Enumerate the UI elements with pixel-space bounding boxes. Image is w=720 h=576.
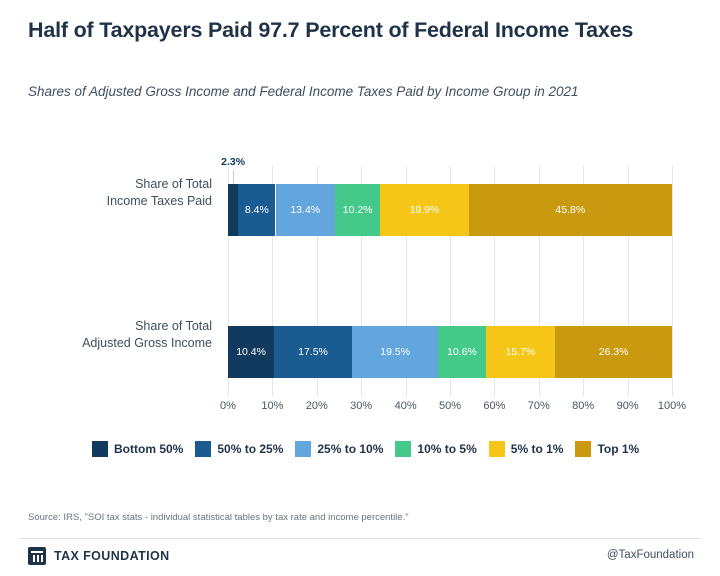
bar-segment-label: 17.5% — [298, 346, 328, 358]
bar-segment-label: 10.6% — [447, 346, 477, 358]
legend-item[interactable] — [395, 441, 476, 457]
bar-segment — [238, 184, 275, 236]
callout-leader-line — [233, 170, 234, 184]
stacked-bar-income-taxes-paid — [228, 184, 672, 236]
plot-region — [220, 156, 687, 418]
x-axis-tick-label: 60% — [483, 400, 506, 412]
bar-segment-label: 19.9% — [409, 204, 440, 216]
bar-segment-label: 15.7% — [505, 346, 536, 358]
source-note: Source: IRS, "SOI tax stats - individual statistical tables by tax rate and income percentile." — [28, 512, 409, 523]
legend-item[interactable] — [92, 441, 183, 457]
legend-label: Top 1% — [597, 442, 640, 456]
legend-item[interactable] — [575, 441, 639, 457]
callout-bottom50-taxes: 2.3% — [221, 156, 246, 168]
bar-segment — [438, 326, 485, 378]
x-axis-tick-label: 20% — [305, 400, 328, 412]
gridline — [672, 166, 673, 396]
bar-segment — [469, 184, 672, 236]
x-axis-tick-label: 50% — [438, 400, 462, 412]
x-axis-tick-label: 30% — [350, 400, 373, 412]
row-label-income-taxes-paid — [42, 176, 212, 210]
legend-swatch-icon — [395, 441, 411, 457]
x-axis-tick-label: 90% — [616, 400, 639, 412]
bar-segment — [335, 184, 380, 236]
brand — [28, 547, 170, 565]
tax-foundation-logo-icon — [28, 547, 46, 565]
legend-swatch-icon — [195, 441, 211, 457]
footer — [0, 539, 720, 576]
bar-segment — [486, 326, 556, 378]
bar-segment-label: 10.4% — [236, 346, 266, 358]
stacked-bar-adjusted-gross-income — [228, 326, 672, 378]
x-axis-tick-label: 70% — [527, 400, 550, 412]
legend-swatch-icon — [295, 441, 311, 457]
legend-label: 50% to 25% — [217, 442, 284, 456]
page-title: Half of Taxpayers Paid 97.7 Percent of Federal Income Taxes — [28, 18, 634, 42]
bar-segment — [228, 184, 238, 236]
legend-swatch-icon — [489, 441, 505, 457]
bar-segment-label: 45.8% — [555, 204, 586, 216]
legend-label: 25% to 10% — [317, 442, 384, 456]
bar-segment-label: 26.3% — [598, 346, 629, 358]
social-handle: @TaxFoundation — [606, 549, 694, 561]
bar-segment-label: 19.5% — [380, 346, 411, 358]
legend-item[interactable] — [295, 441, 383, 457]
x-axis-tick-label: 80% — [572, 400, 595, 412]
row-label-line2: Income Taxes Paid — [106, 193, 212, 208]
x-axis-tick-label: 40% — [394, 400, 417, 412]
legend-label: Bottom 50% — [114, 442, 184, 456]
x-axis-tick-labels — [220, 400, 687, 420]
bar-segment-label: 10.2% — [342, 204, 373, 216]
x-axis-tick-label: 0% — [220, 400, 236, 412]
legend-label: 10% to 5% — [417, 442, 477, 456]
row-label-adjusted-gross-income — [42, 318, 212, 352]
chart-legend — [92, 436, 692, 462]
x-axis-tick-label: 100% — [657, 400, 687, 412]
chart-area — [28, 140, 692, 430]
bar-segment — [274, 326, 352, 378]
bar-segment-label: 8.4% — [244, 204, 269, 216]
bar-segment-label: 13.4% — [290, 204, 321, 216]
legend-swatch-icon — [575, 441, 591, 457]
brand-name: TAX FOUNDATION — [54, 549, 170, 563]
legend-item[interactable] — [489, 441, 564, 457]
legend-item[interactable] — [195, 441, 283, 457]
bar-segment — [276, 184, 335, 236]
chart-subtitle: Shares of Adjusted Gross Income and Federal Income Taxes Paid by Income Group in 2021 — [28, 84, 579, 99]
bar-segment — [555, 326, 672, 378]
x-axis-tick-label: 10% — [261, 400, 284, 412]
bar-segment — [352, 326, 439, 378]
bar-segment — [380, 184, 468, 236]
legend-swatch-icon — [92, 441, 108, 457]
row-label-line1: Share of Total — [135, 177, 212, 191]
bar-segment — [228, 326, 274, 378]
row-label-line1: Share of Total — [135, 319, 212, 333]
legend-label: 5% to 1% — [510, 442, 564, 456]
row-label-line2: Adjusted Gross Income — [82, 335, 212, 350]
